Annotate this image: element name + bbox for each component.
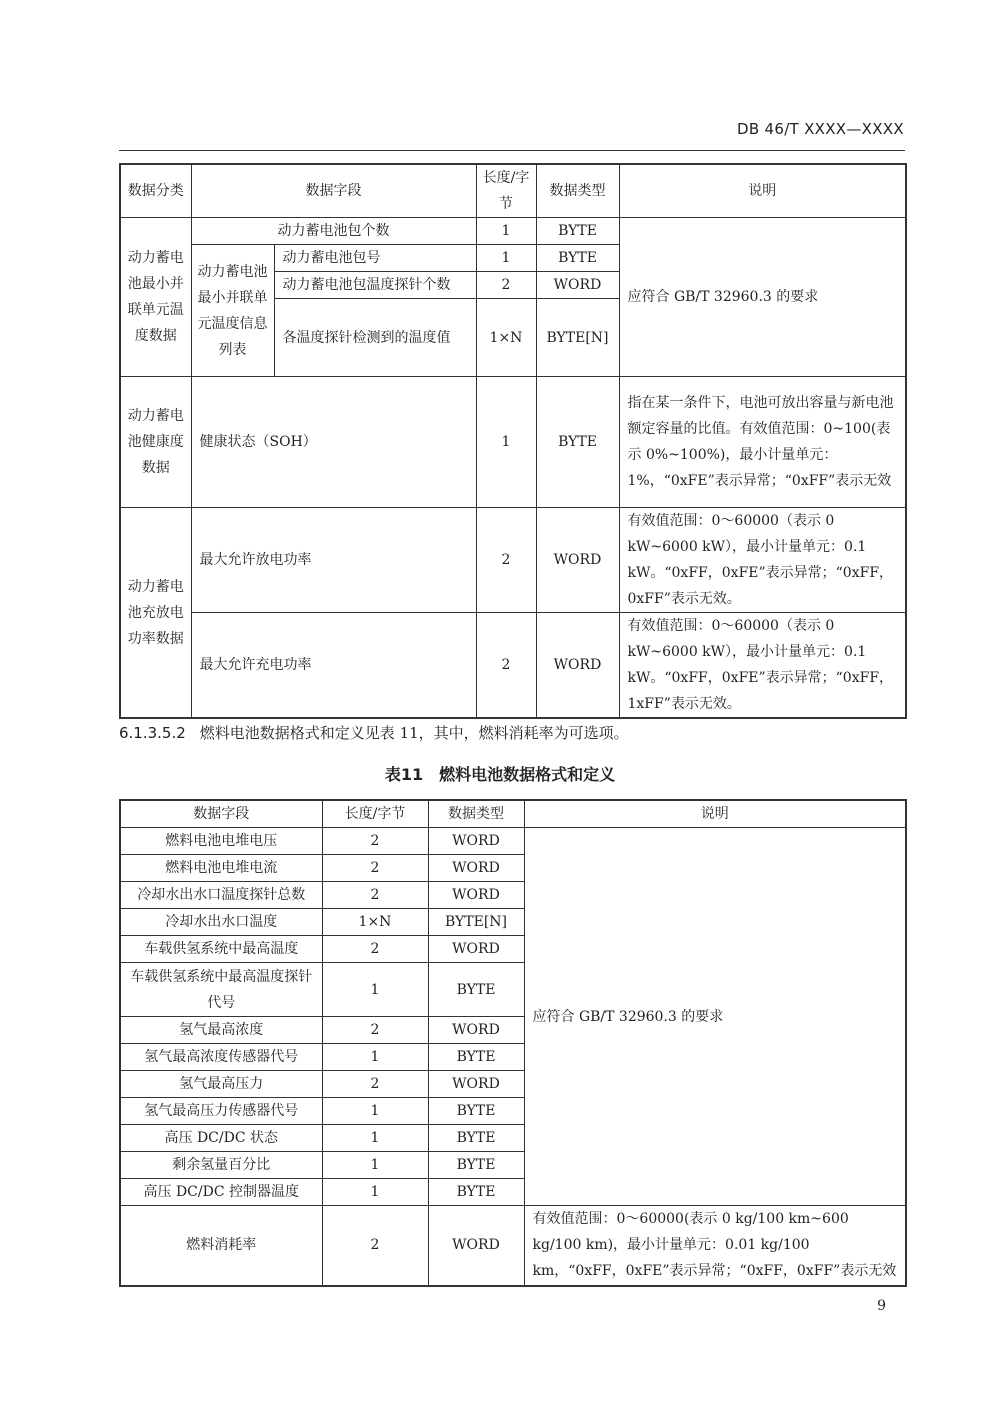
table-row [120, 1206, 906, 1286]
field-cell: 燃料消耗率 [120, 1206, 322, 1286]
type-cell: WORD [428, 1206, 524, 1286]
length-cell: 1×N [322, 909, 428, 936]
type-cell: WORD [428, 828, 524, 855]
length-cell: 2 [476, 272, 536, 299]
document-code: DB 46/T XXXX—XXXX [737, 120, 904, 138]
type-cell: BYTE [428, 1179, 524, 1206]
field-cell: 车载供氢系统中最高温度 [120, 936, 322, 963]
length-cell: 1 [322, 1098, 428, 1125]
description-cell: 指在某一条件下，电池可放出容量与新电池额定容量的比值。有效值范围：0~100(表示 0%~100%)，最小计量单元：1%，“0xFE”表示异常；“0xFF”表示无效 [619, 377, 906, 508]
description-cell: 有效值范围：0～60000(表示 0 kg/100 km~600 kg/100 km)，最小计量单元：0.01 kg/100 km，“0xFF，0xFE”表示异常；“0xFF，0xFF”表示无效 [524, 1206, 906, 1286]
page-number: 9 [877, 1298, 886, 1314]
type-cell: WORD [428, 1071, 524, 1098]
length-cell: 2 [476, 613, 536, 719]
field-cell: 氢气最高浓度传感器代号 [120, 1044, 322, 1071]
table-10-battery-data [119, 163, 907, 719]
type-cell: WORD [428, 855, 524, 882]
header-description: 说明 [619, 164, 906, 218]
field-cell: 最大允许充电功率 [191, 613, 476, 719]
table-11-fuel-cell-data [119, 799, 907, 1287]
type-cell: BYTE[N] [536, 299, 619, 377]
field-cell: 氢气最高压力 [120, 1071, 322, 1098]
description-cell: 有效值范围：0～60000（表示 0 kW~6000 kW），最小计量单元：0.1 kW。“0xFF，0xFE”表示异常；“0xFF，1xFF”表示无效。 [619, 613, 906, 719]
field-cell: 冷却水出水口温度探针总数 [120, 882, 322, 909]
type-cell: WORD [536, 272, 619, 299]
field-cell: 高压 DC/DC 控制器温度 [120, 1179, 322, 1206]
table-row [120, 828, 906, 855]
type-cell: BYTE [428, 963, 524, 1017]
field-cell: 剩余氢量百分比 [120, 1152, 322, 1179]
type-cell: WORD [428, 1017, 524, 1044]
description-cell: 有效值范围：0～60000（表示 0 kW~6000 kW），最小计量单元：0.1 kW。“0xFF，0xFE”表示异常；“0xFF，0xFF”表示无效。 [619, 508, 906, 613]
length-cell: 1 [476, 377, 536, 508]
header-type: 数据类型 [428, 800, 524, 828]
field-cell: 各温度探针检测到的温度值 [274, 299, 476, 377]
header-length: 长度/字节 [476, 164, 536, 218]
category-cell: 动力蓄电池最小并联单元温度数据 [120, 218, 191, 377]
length-cell: 1 [322, 963, 428, 1017]
length-cell: 2 [322, 1017, 428, 1044]
field-cell: 高压 DC/DC 状态 [120, 1125, 322, 1152]
description-cell: 应符合 GB/T 32960.3 的要求 [524, 828, 906, 1206]
length-cell: 2 [322, 855, 428, 882]
table-header-row [120, 800, 906, 828]
type-cell: BYTE [536, 377, 619, 508]
field-cell: 冷却水出水口温度 [120, 909, 322, 936]
length-cell: 2 [476, 508, 536, 613]
table-row [120, 613, 906, 719]
header-length: 长度/字节 [322, 800, 428, 828]
header-category: 数据分类 [120, 164, 191, 218]
length-cell: 2 [322, 936, 428, 963]
category-cell: 动力蓄电池健康度数据 [120, 377, 191, 508]
table-row [120, 508, 906, 613]
field-cell: 动力蓄电池包个数 [191, 218, 476, 245]
field-cell: 动力蓄电池包号 [274, 245, 476, 272]
table-row [120, 377, 906, 508]
length-cell: 1 [322, 1179, 428, 1206]
section-number: 6.1.3.5.2 [119, 724, 186, 742]
type-cell: WORD [428, 882, 524, 909]
table-11-caption: 表11 燃料电池数据格式和定义 [384, 765, 616, 784]
type-cell: BYTE [428, 1098, 524, 1125]
field-cell: 车载供氢系统中最高温度探针代号 [120, 963, 322, 1017]
type-cell: WORD [536, 508, 619, 613]
table-header-row [120, 164, 906, 218]
field-cell: 健康状态（SOH） [191, 377, 476, 508]
type-cell: BYTE [536, 218, 619, 245]
header-field: 数据字段 [191, 164, 476, 218]
type-cell: BYTE [428, 1125, 524, 1152]
type-cell: WORD [536, 613, 619, 719]
field-cell: 最大允许放电功率 [191, 508, 476, 613]
length-cell: 2 [322, 1071, 428, 1098]
sub-category-cell: 动力蓄电池最小并联单元温度信息列表 [191, 245, 274, 377]
header-rule [119, 150, 905, 151]
table-row [120, 218, 906, 245]
paragraph-text: 燃料电池数据格式和定义见表 11，其中，燃料消耗率为可选项。 [199, 724, 629, 742]
field-cell: 氢气最高浓度 [120, 1017, 322, 1044]
header-type: 数据类型 [536, 164, 619, 218]
field-cell: 动力蓄电池包温度探针个数 [274, 272, 476, 299]
description-cell: 应符合 GB/T 32960.3 的要求 [619, 218, 906, 377]
field-cell: 燃料电池电堆电流 [120, 855, 322, 882]
length-cell: 1 [476, 245, 536, 272]
section-paragraph [119, 722, 909, 743]
field-cell: 燃料电池电堆电压 [120, 828, 322, 855]
category-cell: 动力蓄电池充放电功率数据 [120, 508, 191, 719]
length-cell: 1×N [476, 299, 536, 377]
type-cell: WORD [428, 936, 524, 963]
type-cell: BYTE [428, 1152, 524, 1179]
type-cell: BYTE[N] [428, 909, 524, 936]
length-cell: 1 [322, 1044, 428, 1071]
field-cell: 氢气最高压力传感器代号 [120, 1098, 322, 1125]
type-cell: BYTE [536, 245, 619, 272]
length-cell: 2 [322, 1206, 428, 1286]
header-description: 说明 [524, 800, 906, 828]
length-cell: 2 [322, 828, 428, 855]
length-cell: 1 [322, 1125, 428, 1152]
header-field: 数据字段 [120, 800, 322, 828]
type-cell: BYTE [428, 1044, 524, 1071]
length-cell: 2 [322, 882, 428, 909]
length-cell: 1 [322, 1152, 428, 1179]
length-cell: 1 [476, 218, 536, 245]
